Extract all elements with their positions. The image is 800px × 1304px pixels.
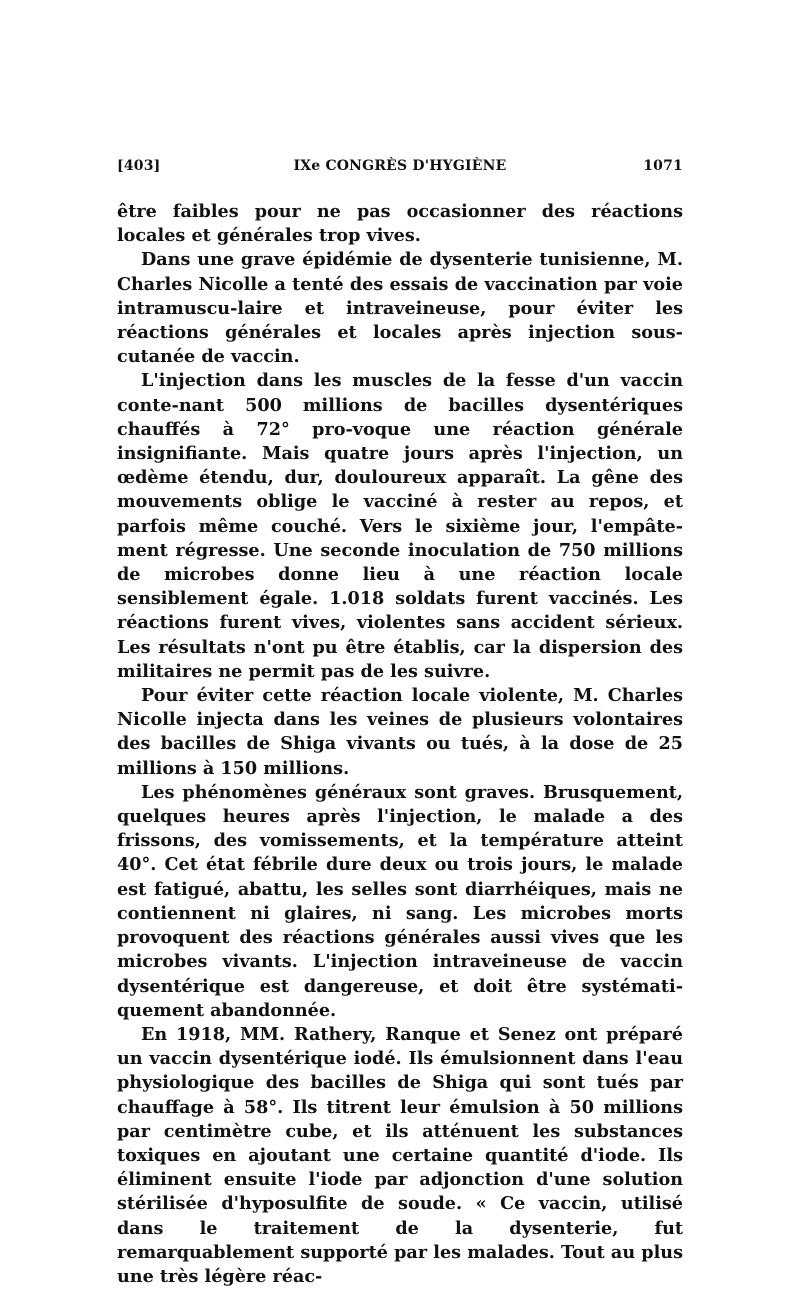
- paragraph-intramuscular-injection: L'injection dans les muscles de la fesse d'un vaccin conte-nant 500 millions de bacilles dysentériques chauffés à 72° pro-voque une réaction générale insignifiante. Mais quatre jours après l'injection, un œdème étendu, dur, douloureux apparaît. La gêne des mouvements oblige le vacciné à rester au repos, et parfois même couché. Vers le sixième jour, l'empâte-ment régresse. Une seconde inoculation de 750 millions de microbes donne lieu à une réaction locale sensiblement égale. 1.018 soldats furent vaccinés. Les réactions furent vives, violentes sans accident sérieux. Les résultats n'ont pu être établis, car la dispersion des militaires ne permit pas de les suivre.: [117, 370, 683, 682]
- paragraph-continuation: être faibles pour ne pas occasionner des réactions locales et générales trop vives.: [117, 201, 683, 247]
- body-text: [117, 200, 683, 1289]
- running-title: IXe CONGRÈS D'HYGIÈNE: [293, 158, 507, 174]
- running-head: [117, 158, 683, 180]
- paragraph-intravenous-injection: Pour éviter cette réaction locale violente, M. Charles Nicolle injecta dans les veines de plusieurs volontaires des bacilles de Shiga vivants ou tués, à la dose de 25 millions à 150 millions.: [117, 685, 683, 779]
- paragraph-nicolle-trials: Dans une grave épidémie de dysenterie tunisienne, M. Charles Nicolle a tenté des essais de vaccination par voie intramuscu-laire et intraveineuse, pour éviter les réactions générales et locales après injection sous-cutanée de vaccin.: [117, 249, 683, 368]
- paragraph-general-phenomena: Les phénomènes généraux sont graves. Brusquement, quelques heures après l'injection, le malade a des frissons, des vomissements, et la température atteint 40°. Cet état fébrile dure deux ou trois jours, le malade est fatigué, abattu, les selles sont diarrhéiques, mais ne contiennent ni glaires, ni sang. Les microbes morts provoquent des réactions générales aussi vives que les microbes vivants. L'injection intraveineuse de vaccin dysentérique est dangereuse, et doit être systémati-quement abandonnée.: [117, 781, 683, 1021]
- page-number: 1071: [643, 158, 683, 174]
- book-page: [117, 158, 683, 1289]
- paragraph-iodized-vaccine: En 1918, MM. Rathery, Ranque et Senez ont préparé un vaccin dysentérique iodé. Ils émulsionnent dans l'eau physiologique des bacilles de Shiga qui sont tués par chauffage à 58°. Ils titrent leur émulsion à 50 millions par centimètre cube, et ils atténuent les substances toxiques en ajoutant une certaine quantité d'iode. Ils éliminent ensuite l'iode par adjonction d'une solution stérilisée d'hyposulfite de soude. « Ce vaccin, utilisé dans le traitement de la dysenterie, fut remarquablement supporté par les malades. Tout au plus une très légère réac-: [117, 1023, 683, 1287]
- page-reference: [403]: [117, 158, 161, 174]
